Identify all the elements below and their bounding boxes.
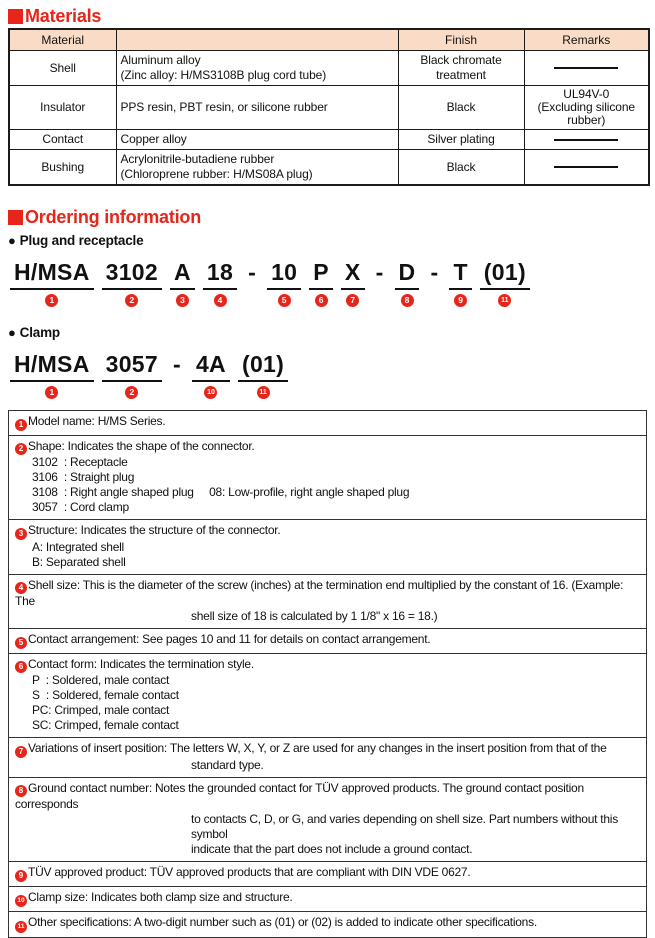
code-segment bbox=[341, 259, 365, 307]
note-line: 3057 : Cord clamp bbox=[32, 500, 129, 514]
dash-rule bbox=[554, 139, 618, 141]
note-number-badge: 4 bbox=[15, 582, 27, 594]
code-text: - bbox=[375, 259, 384, 285]
code-segment bbox=[192, 351, 230, 399]
note-line: 3106 : Straight plug bbox=[32, 470, 135, 484]
code-dash bbox=[245, 259, 259, 285]
code-text: 10 bbox=[267, 259, 301, 290]
description-cell bbox=[116, 86, 398, 130]
code-segment bbox=[480, 259, 530, 307]
code-text: - bbox=[430, 259, 439, 285]
note-line: 2 Shape: Indicates the shape of the connector. bbox=[15, 439, 640, 456]
code-segment bbox=[10, 259, 94, 307]
code-text: H/MSA bbox=[10, 259, 94, 290]
red-square-icon bbox=[8, 9, 23, 24]
column-header: Material bbox=[9, 29, 116, 51]
note-line: 6 Contact form: Indicates the termination style. bbox=[15, 657, 640, 674]
code-segment bbox=[238, 351, 288, 399]
code-segment bbox=[449, 259, 471, 307]
note-item bbox=[8, 737, 647, 778]
finish-line: treatment bbox=[436, 68, 486, 82]
remarks-line: rubber) bbox=[567, 113, 606, 127]
table-row bbox=[9, 130, 649, 150]
finish-line: Black bbox=[446, 100, 476, 114]
description-line: Copper alloy bbox=[120, 132, 187, 146]
description-cell bbox=[116, 51, 398, 86]
code-text: (01) bbox=[480, 259, 530, 290]
material-cell: Contact bbox=[9, 130, 116, 150]
note-item bbox=[8, 628, 647, 654]
ordering-heading bbox=[8, 208, 647, 226]
note-line: PC: Crimped, male contact bbox=[32, 703, 170, 717]
remarks-cell bbox=[524, 86, 649, 130]
table-row bbox=[9, 150, 649, 186]
finish-line: Silver plating bbox=[427, 132, 495, 146]
notes-list bbox=[8, 410, 647, 938]
code-text: - bbox=[173, 351, 181, 377]
materials-title: Materials bbox=[25, 6, 102, 26]
material-cell: Bushing bbox=[9, 150, 116, 186]
note-line: 3108 : Right angle shaped plug 08: Low-profile, right angle shaped plug bbox=[32, 485, 410, 499]
clamp-subheading bbox=[8, 325, 647, 340]
note-number-badge: 5 bbox=[15, 637, 27, 649]
number-badge: 1 bbox=[45, 386, 58, 399]
description-line: PPS resin, PBT resin, or silicone rubber bbox=[120, 100, 328, 114]
note-number-badge: 3 bbox=[15, 528, 27, 540]
note-line: 10 Clamp size: Indicates both clamp size and structure. bbox=[15, 890, 640, 908]
number-badge: 9 bbox=[454, 294, 467, 307]
remarks-cell bbox=[524, 130, 649, 150]
number-badge: 4 bbox=[214, 294, 227, 307]
number-badge: 11 bbox=[257, 386, 270, 399]
note-number-badge: 9 bbox=[15, 870, 27, 882]
remarks-line: (Excluding silicone bbox=[537, 100, 635, 114]
remarks-cell bbox=[524, 150, 649, 186]
description-cell bbox=[116, 130, 398, 150]
bullet-icon: ● bbox=[8, 233, 16, 248]
note-item bbox=[8, 435, 647, 521]
code-text: D bbox=[395, 259, 420, 290]
note-line: 5 Contact arrangement: See pages 10 and 11 for details on contact arrangement. bbox=[15, 632, 640, 649]
number-badge: 11 bbox=[498, 294, 511, 307]
description-line: (Chloroprene rubber: H/MS08A plug) bbox=[120, 167, 313, 181]
note-number-badge: 1 bbox=[15, 419, 27, 431]
number-badge: 2 bbox=[125, 386, 138, 399]
note-item bbox=[8, 777, 647, 863]
clamp-part-number bbox=[10, 351, 647, 399]
note-line: 8 Ground contact number: Notes the grounded contact for TÜV approved products. The ground contact position corresponds bbox=[15, 780, 587, 811]
code-dash bbox=[373, 259, 387, 285]
note-line: 9 TÜV approved product: TÜV approved products that are compliant with DIN VDE 0627. bbox=[15, 865, 640, 882]
code-segment bbox=[102, 259, 162, 307]
note-line: indicate that the part does not include a ground contact. bbox=[191, 842, 473, 856]
clamp-subtitle: Clamp bbox=[19, 325, 60, 340]
note-line: P : Soldered, male contact bbox=[32, 673, 170, 687]
material-cell: Insulator bbox=[9, 86, 116, 130]
code-text: 3057 bbox=[102, 351, 162, 382]
materials-heading bbox=[8, 7, 647, 25]
red-square-icon bbox=[8, 210, 23, 225]
bullet-icon: ● bbox=[8, 325, 16, 340]
note-line: 11 Other specifications: A two-digit number such as (01) or (02) is added to indicate other specifications. bbox=[15, 915, 640, 933]
number-badge: 5 bbox=[278, 294, 291, 307]
column-header: Remarks bbox=[524, 29, 649, 51]
description-line: (Zinc alloy: H/MS3108B plug cord tube) bbox=[120, 68, 327, 82]
table-row bbox=[9, 51, 649, 86]
number-badge: 1 bbox=[45, 294, 58, 307]
code-segment bbox=[203, 259, 237, 307]
code-dash bbox=[170, 351, 184, 377]
description-line: Aluminum alloy bbox=[120, 53, 201, 67]
number-badge: 7 bbox=[346, 294, 359, 307]
code-text: - bbox=[248, 259, 257, 285]
note-line: 4 Shell size: This is the diameter of the screw (inches) at the termination end multiplied by the constant of 16. (Example: The bbox=[15, 577, 627, 608]
note-item bbox=[8, 519, 647, 575]
finish-cell bbox=[398, 51, 524, 86]
finish-line: Black chromate bbox=[420, 53, 502, 67]
plug-part-number bbox=[10, 259, 647, 307]
code-text: A bbox=[170, 259, 195, 290]
code-segment bbox=[170, 259, 195, 307]
note-number-badge: 7 bbox=[15, 746, 27, 758]
note-item bbox=[8, 911, 647, 938]
table-header-row bbox=[9, 29, 649, 51]
note-item bbox=[8, 574, 647, 630]
remarks-line: UL94V-0 bbox=[563, 87, 610, 101]
note-line: 7 Variations of insert position: The letters W, X, Y, or Z are used for any changes in the insert position from that of the bbox=[15, 741, 640, 758]
code-segment bbox=[102, 351, 162, 399]
note-line: 3 Structure: Indicates the structure of the connector. bbox=[15, 523, 640, 540]
number-badge: 6 bbox=[315, 294, 328, 307]
note-item bbox=[8, 410, 647, 436]
finish-cell bbox=[398, 130, 524, 150]
plug-subheading bbox=[8, 233, 647, 248]
material-cell: Shell bbox=[9, 51, 116, 86]
finish-cell bbox=[398, 150, 524, 186]
description-line: Acrylonitrile-butadiene rubber bbox=[120, 152, 275, 166]
note-item bbox=[8, 861, 647, 887]
code-segment bbox=[309, 259, 333, 307]
dash-rule bbox=[554, 166, 618, 168]
number-badge: 3 bbox=[176, 294, 189, 307]
code-segment bbox=[10, 351, 94, 399]
code-text: (01) bbox=[238, 351, 288, 382]
dash-rule bbox=[554, 67, 618, 69]
note-line: A: Integrated shell bbox=[32, 539, 124, 554]
plug-subtitle: Plug and receptacle bbox=[19, 233, 144, 248]
note-number-badge: 11 bbox=[15, 921, 27, 933]
code-text: H/MSA bbox=[10, 351, 94, 382]
note-number-badge: 8 bbox=[15, 785, 27, 797]
note-line: 3102 : Receptacle bbox=[32, 455, 128, 469]
note-line: 1 Model name: H/MS Series. bbox=[15, 414, 640, 431]
finish-cell bbox=[398, 86, 524, 130]
materials-table bbox=[8, 28, 650, 186]
note-line: shell size of 18 is calculated by 1 1/8" x 16 = 18.) bbox=[191, 609, 438, 623]
code-segment bbox=[395, 259, 420, 307]
code-text: 18 bbox=[203, 259, 237, 290]
note-line: SC: Crimped, female contact bbox=[32, 718, 179, 732]
column-header: Finish bbox=[398, 29, 524, 51]
note-item bbox=[8, 886, 647, 913]
note-line: standard type. bbox=[191, 757, 264, 772]
description-cell bbox=[116, 150, 398, 186]
number-badge: 2 bbox=[125, 294, 138, 307]
code-text: 3102 bbox=[102, 259, 162, 290]
remarks-cell bbox=[524, 51, 649, 86]
code-segment bbox=[267, 259, 301, 307]
note-item bbox=[8, 653, 647, 739]
note-line: S : Soldered, female contact bbox=[32, 688, 179, 702]
number-badge: 8 bbox=[401, 294, 414, 307]
code-text: X bbox=[341, 259, 365, 290]
note-number-badge: 2 bbox=[15, 443, 27, 455]
code-text: T bbox=[449, 259, 471, 290]
code-text: 4A bbox=[192, 351, 230, 382]
code-text: P bbox=[309, 259, 333, 290]
note-number-badge: 10 bbox=[15, 895, 27, 907]
column-header bbox=[116, 29, 398, 51]
ordering-title: Ordering information bbox=[25, 207, 202, 227]
note-line: B: Separated shell bbox=[32, 554, 126, 569]
note-line: to contacts C, D, or G, and varies depending on shell size. Part numbers without this symbol bbox=[191, 812, 622, 841]
table-row bbox=[9, 86, 649, 130]
number-badge: 10 bbox=[204, 386, 217, 399]
note-number-badge: 6 bbox=[15, 661, 27, 673]
code-dash bbox=[427, 259, 441, 285]
finish-line: Black bbox=[446, 159, 476, 174]
